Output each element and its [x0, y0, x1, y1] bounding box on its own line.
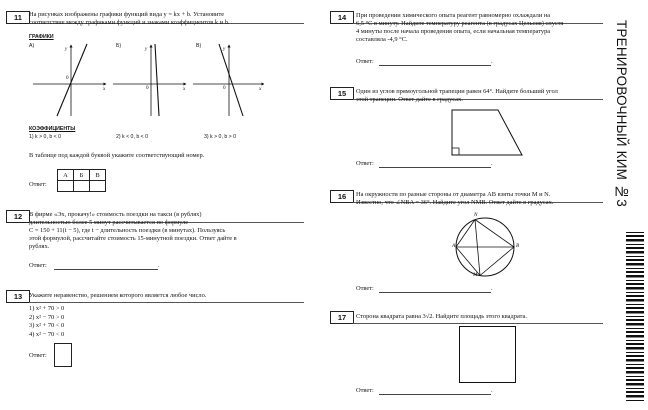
task-13-answer-box[interactable] — [54, 343, 72, 367]
graph-b-origin: 0 — [146, 85, 149, 91]
task-13-number: 13 — [6, 290, 30, 303]
answer-cell-a[interactable] — [58, 181, 74, 192]
task-17-rule — [353, 323, 603, 324]
graph-a-line — [57, 44, 87, 116]
task-12-answer-dot: . — [158, 262, 160, 269]
task-13-option-2: 2) x² − 70 > 0 — [29, 313, 65, 321]
task-12-line1: В фирме «Эх, прокачу!» стоимость поездки на такси (в рублях) — [29, 211, 202, 218]
task-12-line3: C = 150 + 11(t − 5), где t − длительность поездки (в минутах). Пользуясь — [29, 227, 226, 234]
task-15-answer-field[interactable] — [379, 160, 491, 168]
task-15-line1: Один из углов прямоугольной трапеции равен 64°. Найдите больший угол — [356, 88, 558, 95]
graph-label-a: А) — [29, 43, 35, 49]
task-12-answer-label: Ответ: — [29, 262, 47, 269]
task-14-answer-dot: . — [491, 58, 493, 65]
graphs-svg — [29, 42, 264, 118]
table-header-a: А — [58, 170, 74, 181]
task-12-line2: длительностью более 5 минут рассчитывается по формуле — [29, 219, 189, 226]
task-14-line4: составляла -4,9 °С. — [356, 36, 408, 43]
coef-option-3: 3) k > 0, b > 0 — [204, 134, 237, 140]
task-12-answer-field[interactable] — [54, 262, 158, 270]
point-a-label: A — [452, 243, 456, 249]
point-m-label: M — [473, 272, 478, 278]
task-16-answer-dot: . — [491, 285, 493, 292]
task-14-line2: 6,5 °С в минуту. Найдите температуру реагента (в градусах Цельсия) спустя — [356, 20, 564, 27]
task-12-line4: этой формулой, рассчитайте стоимость 15-минутной поездки. Ответ дайте в — [29, 235, 237, 242]
graph-label-b: Б) — [116, 43, 122, 49]
task-17-text: Сторона квадрата равна 3√2. Найдите площадь этого квадрата. — [356, 313, 527, 320]
task-16-line2: Известно, что ∠NBA = 36°. Найдите угол NMB. Ответ дайте в градусах. — [356, 199, 554, 206]
task-17-answer-dot: . — [491, 387, 493, 394]
task-13-text: Укажите неравенство, решением которого является любое число. — [29, 292, 207, 299]
task-12-number: 12 — [6, 210, 30, 223]
task-13-options — [29, 305, 64, 339]
circle-figure — [450, 212, 520, 282]
graphs-panel — [29, 42, 264, 118]
circle-svg — [450, 212, 520, 282]
task-15-answer-dot: . — [491, 160, 493, 167]
task-11-answer-label: Ответ: — [29, 181, 47, 188]
task-15-number: 15 — [330, 87, 354, 100]
task-14-line1: При проведении химического опыта реагент равномерно охлаждали на — [356, 12, 551, 19]
point-b-label: B — [516, 243, 520, 249]
task-17-number: 17 — [330, 311, 354, 324]
graph-b-x-label: x — [183, 86, 186, 92]
task-16-number: 16 — [330, 190, 354, 203]
graphs-heading: ГРАФИКИ — [29, 34, 54, 40]
graph-c-origin: 0 — [223, 85, 226, 91]
task-14-line3: 4 минуты после начала проведения опыта, если начальная температура — [356, 28, 551, 35]
task-13-rule — [29, 302, 304, 303]
task-16-answer-label: Ответ: — [356, 285, 374, 292]
trapezoid-figure — [450, 108, 525, 158]
task-11-text-line1: На рисунках изображены графики функций вида y = kx + b. Установите — [29, 11, 225, 18]
task-15-line2: этой трапеции. Ответ дайте в градусах. — [356, 96, 463, 103]
task-14-number: 14 — [330, 11, 354, 24]
table-header-c: В — [90, 170, 106, 181]
coef-option-2: 2) k < 0, b < 0 — [116, 134, 149, 140]
task-11-answer-table — [57, 169, 106, 192]
graph-c-x-label: x — [259, 86, 262, 92]
task-12-line5: рублях. — [29, 243, 50, 250]
graph-b-line — [155, 44, 159, 116]
graph-c-line — [219, 44, 243, 116]
task-13-option-1: 1) x² + 70 > 0 — [29, 305, 65, 312]
task-11-instruction: В таблице под каждой буквой укажите соответствующий номер. — [29, 152, 205, 159]
answer-cell-b[interactable] — [74, 181, 90, 192]
graph-a-x-label: x — [103, 86, 106, 92]
barcode-image — [626, 232, 644, 402]
task-11-number: 11 — [6, 11, 30, 24]
table-header-b: Б — [74, 170, 90, 181]
graph-c-y-label: y — [223, 46, 226, 52]
task-11-text-line2: соответствие между графиками функций и знаками коэффициентов k и b. — [29, 19, 230, 26]
graph-a-y-label: y — [65, 46, 68, 52]
task-14-answer-label: Ответ: — [356, 58, 374, 65]
graph-b-y-label: y — [145, 46, 148, 52]
task-13-option-4: 4) x² − 70 < 0 — [29, 330, 65, 338]
task-17-answer-field[interactable] — [379, 387, 491, 395]
answer-cell-c[interactable] — [90, 181, 106, 192]
coef-heading: КОЭФФИЦИЕНТЫ — [29, 126, 76, 132]
task-13-answer-label: Ответ: — [29, 352, 47, 359]
trapezoid-svg — [450, 108, 525, 158]
task-14-answer-field[interactable] — [379, 58, 491, 66]
graph-a-origin: 0 — [66, 75, 69, 81]
side-title: ТРЕНИРОВОЧНЫЙ КИМ №3 — [614, 20, 629, 207]
graph-label-c: В) — [196, 43, 202, 49]
task-17-answer-label: Ответ: — [356, 387, 374, 394]
square-figure — [459, 326, 516, 383]
task-13-option-3: 3) x² + 70 < 0 — [29, 322, 65, 330]
point-n-label: N — [474, 212, 478, 218]
task-16-line1: На окружности по разные стороны от диаметра AB взяты точки M и N. — [356, 191, 551, 198]
task-15-answer-label: Ответ: — [356, 160, 374, 167]
coef-option-1: 1) k > 0, b < 0 — [29, 134, 62, 140]
task-16-answer-field[interactable] — [379, 285, 491, 293]
